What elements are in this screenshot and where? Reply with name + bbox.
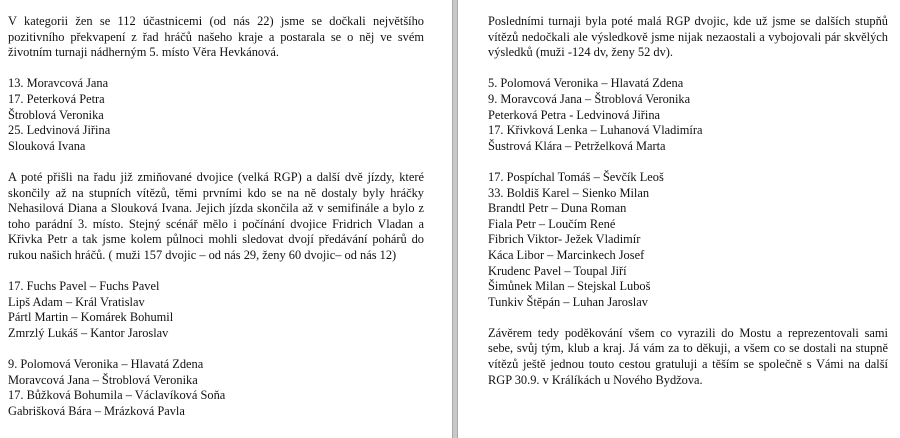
list-item: Šustrová Klára – Petrželková Marta	[488, 138, 666, 153]
list-item: 9. Polomová Veronika – Hlavatá Zdena	[8, 357, 204, 372]
men-small-pairs-list	[488, 170, 888, 310]
left-text-column	[8, 14, 424, 435]
pairs-paragraph: A poté přišli na řadu již zmiňované dvojice (velká RGP) a další dvě jízdy, které skončily až na stupních vítězů, těmi prvními kdo se na ně dostaly byly hráčky Nehasilová Diana a Slouková Ivana. Jejich jízda skončila až v semifinále a bylo z toho parádní 3. místo. Stejný scénář mělo i počínání dvojice Fridrich Vladan a Křivka Petr a tak jsme kolem půlnoci mohli sledovat dvojí předávání pohárů do rukou našich hráčů. ( muži 157 dvojic – od nás 29, ženy 60 dvojic– od nás 12)	[8, 169, 424, 262]
list-item: Fiala Petr – Loučím René	[488, 216, 616, 231]
list-item: Moravcová Jana – Štroblová Veronika	[8, 372, 198, 387]
list-item: Štroblová Veronika	[8, 107, 104, 122]
list-item: Peterková Petra - Ledvinová Jiřina	[488, 107, 661, 122]
women-small-pairs-list	[488, 76, 888, 154]
women-results-list	[8, 76, 424, 154]
list-item: Gabrišková Bára – Mrázková Pavla	[8, 403, 185, 418]
right-text-column	[488, 14, 888, 404]
list-item: Zmrzlý Lukáš – Kantor Jaroslav	[8, 325, 169, 340]
list-item: 5. Polomová Veronika – Hlavatá Zdena	[488, 76, 684, 91]
list-item: 17. Křivková Lenka – Luhanová Vladimíra	[488, 123, 703, 138]
list-item: Fibrich Viktor- Ježek Vladimír	[488, 232, 641, 247]
women-pairs-list	[8, 357, 424, 419]
document-page-right	[458, 0, 900, 438]
list-item: 17. Peterková Petra	[8, 91, 105, 106]
men-pairs-list	[8, 279, 424, 341]
list-item: Krudenc Pavel – Toupal Jiří	[488, 263, 627, 278]
list-item: Brandtl Petr – Duna Roman	[488, 201, 627, 216]
list-item: Tunkiv Štěpán – Luhan Jaroslav	[488, 294, 648, 309]
closing-paragraph: Závěrem tedy poděkování všem co vyrazili do Mostu a reprezentovali sami sebe, svůj tým, klub a kraj. Já vám za to děkuji, a všem co se dostali na stupně vítězů ještě jednou touto cestou gratuluji a těším se společně s Vámi na další RGP 30.9. v Králíkách u Nového Bydžova.	[488, 325, 888, 387]
list-item: 9. Moravcová Jana – Štroblová Veronika	[488, 91, 691, 106]
list-item: Šimůnek Milan – Stejskal Luboš	[488, 279, 651, 294]
list-item: 25. Ledvinová Jiřina	[8, 123, 111, 138]
list-item: Lipš Adam – Král Vratislav	[8, 294, 145, 309]
small-rgp-intro: Posledními turnaji byla poté malá RGP dvojic, kde už jsme se dalších stupňů vítězů nedočkali ale výsledkově jsme nijak nezaostali a vybojovali pár skvělých výsledků (muži -124 dv, ženy 52 dv).	[488, 14, 888, 60]
women-category-intro: V kategorii žen se 112 účastnicemi (od nás 22) jsme se dočkali největšího pozitivního překvapení z řad hráčů našeho kraje a postarala se o něj ve svém životním turnaji nádherným 5. místo Věra Hevkánová.	[8, 14, 424, 60]
list-item: 33. Boldiš Karel – Sienko Milan	[488, 185, 650, 200]
list-item: 17. Fuchs Pavel – Fuchs Pavel	[8, 279, 160, 294]
list-item: Káca Libor – Marcinkech Josef	[488, 247, 645, 262]
list-item: Pártl Martin – Komárek Bohumil	[8, 310, 174, 325]
list-item: 13. Moravcová Jana	[8, 76, 109, 91]
list-item: 17. Pospíchal Tomáš – Ševčík Leoš	[488, 169, 664, 184]
list-item: 17. Bůžková Bohumila – Václavíková Soňa	[8, 388, 226, 403]
list-item: Slouková Ivana	[8, 138, 86, 153]
